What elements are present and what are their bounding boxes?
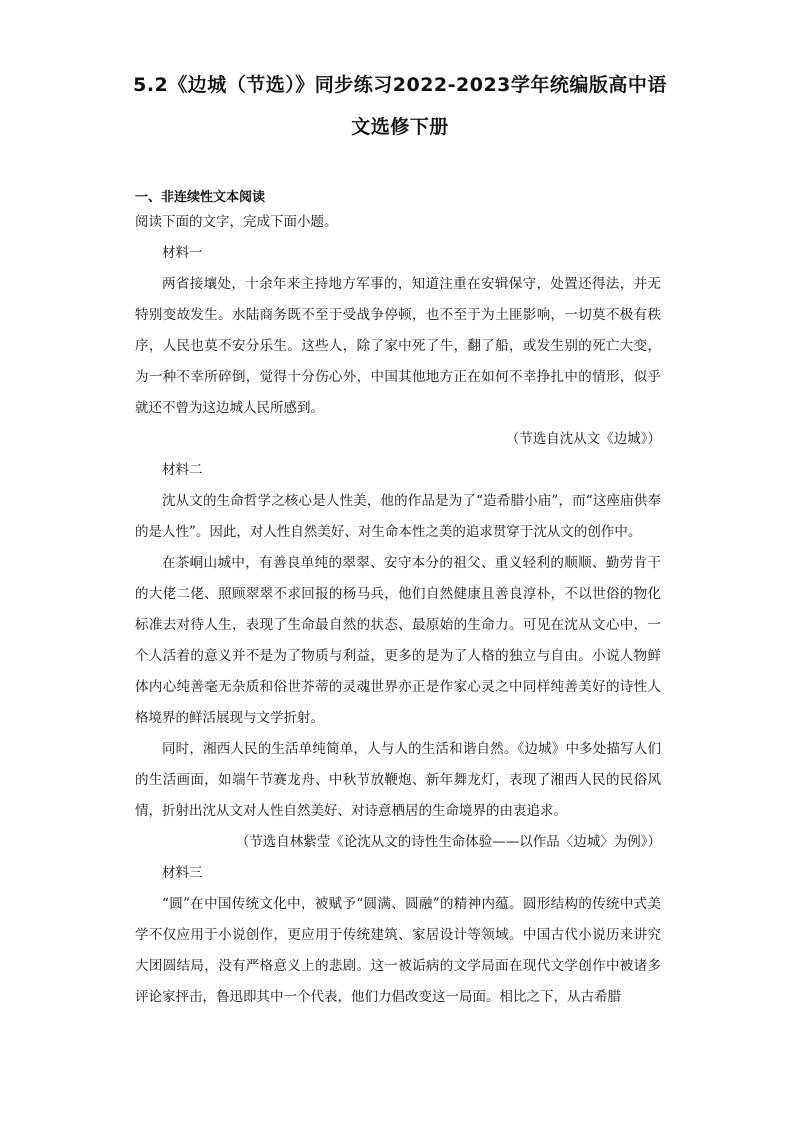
material3-label: 材料三 — [162, 865, 203, 881]
material2-paragraph-2: 在茶峒山城中，有善良单纯的翠翠、安守本分的祖父、重义轻利的顺顺、勤劳肯干的大佬二佬、照顾翠翠不求回报的杨马兵，他们自然健康且善良淳朴，不以世俗的物化标准去对待人生，表现了生命最自然的状态、最原始的生命力。可见在沈从文心中，一个人活着的意义并不是为了物质与利益，更多的是为了人格的独立与自由。小说人物鲜体内心纯善毫无杂质和俗世芥蒂的灵魂世界亦正是作家心灵之中同样纯善美好的诗性人格境界的鲜活展现与文学折射。 — [135, 555, 661, 726]
document-title-line2: 文选修下册 — [351, 116, 449, 138]
section-heading: 一、非连续性文本阅读 — [135, 190, 266, 205]
material2-paragraph-3: 同时，湘西人民的生活单纯简单，人与人的生活和谐自然。《边城》中多处描写人们的生活画面，如端午节赛龙舟、中秋节放鞭炮、新年舞龙灯，表现了湘西人民的民俗风情，折射出沈从文对人性自然美好、对诗意栖居的生命境界的由衷追求。 — [135, 741, 661, 819]
material1-source: （节选自沈从文《边城》） — [505, 431, 661, 447]
material2-source: （节选自林紫莹《论沈从文的诗性生命体验——以作品〈边城〉为例》） — [235, 834, 661, 850]
material1-paragraph: 两省接壤处，十余年来主持地方军事的，知道注重在安辑保守，处置还得法，并无特别变故发生。水陆商务既不至于受战争停顿，也不至于为土匪影响，一切莫不极有秩序，人民也莫不安分乐生。这些人，除了家中死了牛，翻了船，或发生别的死亡大变，为一种不幸所碎倒，觉得十分伤心外，中国其他地方正在如何不幸挣扎中的情形，似乎就还不曾为这边城人民所感到。 — [135, 276, 661, 416]
material1-label: 材料一 — [162, 245, 203, 261]
reading-passage — [135, 207, 661, 1013]
instruction-text: 阅读下面的文字，完成下面小题。 — [135, 214, 338, 230]
document-title-line1: 5.2《边城（节选）》同步练习2022-2023学年统编版高中语 — [133, 74, 667, 96]
material2-label: 材料二 — [162, 462, 203, 478]
material3-paragraph-1: “圆”在中国传统文化中，被赋予“圆满、圆融”的精神内蕴。圆形结构的传统中式美学不仅应用于小说创作，更应用于传统建筑、家居设计等领域。中国古代小说历来讲究大团圆结局，没有严格意义上的悲剧。这一被诟病的文学局面在现代文学创作中被诸多评论家抨击，鲁迅即其中一个代表，他们力倡改变这一局面。相比之下，从古希腊 — [135, 896, 661, 1005]
material2-paragraph-1: 沈从文的生命哲学之核心是人性美，他的作品是为了“造希腊小庙”，而“这座庙供奉的是人性”。因此，对人性自然美好、对生命本性之美的追求贯穿于沈从文的创作中。 — [135, 493, 661, 540]
